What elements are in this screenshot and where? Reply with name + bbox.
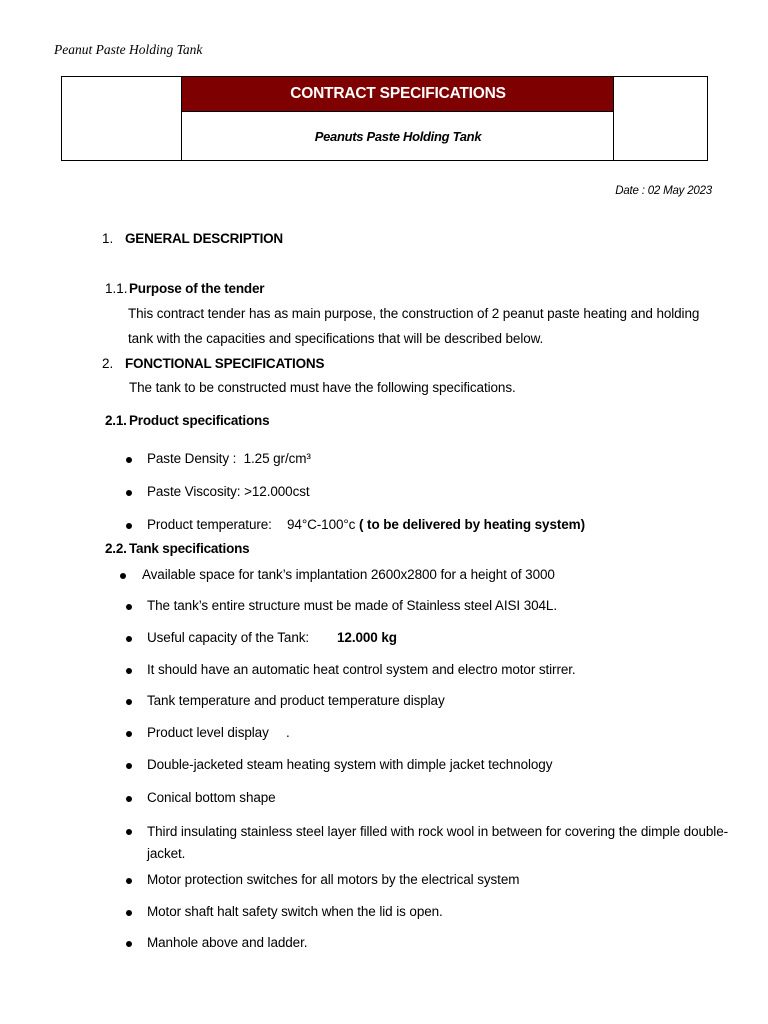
section-1-1-number: 1.1. <box>105 281 128 296</box>
document-date: Date : 02 May 2023 <box>615 185 712 197</box>
bullet-icon <box>126 490 132 496</box>
product-spec-temperature: 94°C-100°c ( to be delivered by heating system) <box>287 517 585 532</box>
section-2-2-title: Tank specifications <box>129 541 250 556</box>
tank-spec-item: Tank temperature and product temperature display <box>147 693 445 708</box>
document-subtitle: Peanuts Paste Holding Tank <box>314 128 482 144</box>
section-2-1-number: 2.1. <box>105 413 127 428</box>
tank-spec-capacity-label: Useful capacity of the Tank: <box>147 630 310 645</box>
bullet-icon <box>126 457 132 463</box>
tank-spec-item: Manhole above and ladder. <box>147 935 308 950</box>
tank-spec-item: Motor shaft halt safety switch when the lid is open. <box>147 904 443 919</box>
bullet-icon <box>126 731 132 737</box>
bullet-icon <box>126 668 132 674</box>
section-2-title: FONCTIONAL SPECIFICATIONS <box>125 356 325 371</box>
tank-spec-item: Motor protection switches for all motors by the electrical system <box>147 872 520 887</box>
tank-spec-level-display: Product level display <box>147 725 269 740</box>
bullet-icon <box>126 763 132 769</box>
tank-spec-item: Double-jacketed steam heating system with dimple jacket technology <box>147 757 553 772</box>
contract-specifications-banner: CONTRACT SPECIFICATIONS <box>182 77 614 112</box>
bullet-icon <box>126 910 132 916</box>
bullet-icon <box>126 829 132 835</box>
section-1-number: 1. <box>102 231 114 246</box>
product-spec-viscosity: Paste Viscosity: >12.000cst <box>147 484 310 499</box>
tank-spec-level-suffix: . <box>286 725 290 740</box>
section-2-1-title: Product specifications <box>129 413 270 428</box>
running-header: Peanut Paste Holding Tank <box>54 42 203 57</box>
bullet-icon <box>126 878 132 884</box>
tank-spec-item: It should have an automatic heat control system and electro motor stirrer. <box>147 662 576 677</box>
purpose-paragraph: This contract tender has as main purpose, the construction of 2 peanut paste heating and holding tank with the capacities and specifications that will be described below. <box>128 306 700 346</box>
section-2-2-number: 2.2. <box>105 541 127 556</box>
bullet-icon <box>126 523 132 529</box>
section-1-1-title: Purpose of the tender <box>129 281 265 296</box>
tank-spec-item: The tank’s entire structure must be made of Stainless steel AISI 304L. <box>147 598 557 613</box>
title-block-left-cell <box>62 77 182 160</box>
tank-spec-insulation-line2: jacket. <box>147 846 186 861</box>
title-block-right-cell <box>613 77 707 160</box>
section-2-number: 2. <box>102 356 114 371</box>
section-2-intro: The tank to be constructed must have the following specifications. <box>129 380 516 395</box>
bullet-icon <box>126 796 132 802</box>
product-spec-label-temperature: Product temperature: <box>147 517 272 532</box>
section-1-title: GENERAL DESCRIPTION <box>125 231 283 246</box>
bullet-icon <box>126 941 132 947</box>
tank-spec-item: Conical bottom shape <box>147 790 276 805</box>
bullet-icon <box>126 636 132 642</box>
product-spec-density: Paste Density : 1.25 gr/cm³ <box>147 451 311 466</box>
bullet-icon <box>126 699 132 705</box>
tank-spec-item: Available space for tank’s implantation 2600x2800 for a height of 3000 <box>142 567 555 582</box>
bullet-icon <box>126 604 132 610</box>
title-block <box>61 76 708 161</box>
bullet-icon <box>120 573 126 579</box>
tank-spec-insulation-line1: Third insulating stainless steel layer filled with rock wool in between for covering the dimple double- <box>147 824 728 839</box>
tank-spec-capacity-value: 12.000 kg <box>337 630 397 645</box>
